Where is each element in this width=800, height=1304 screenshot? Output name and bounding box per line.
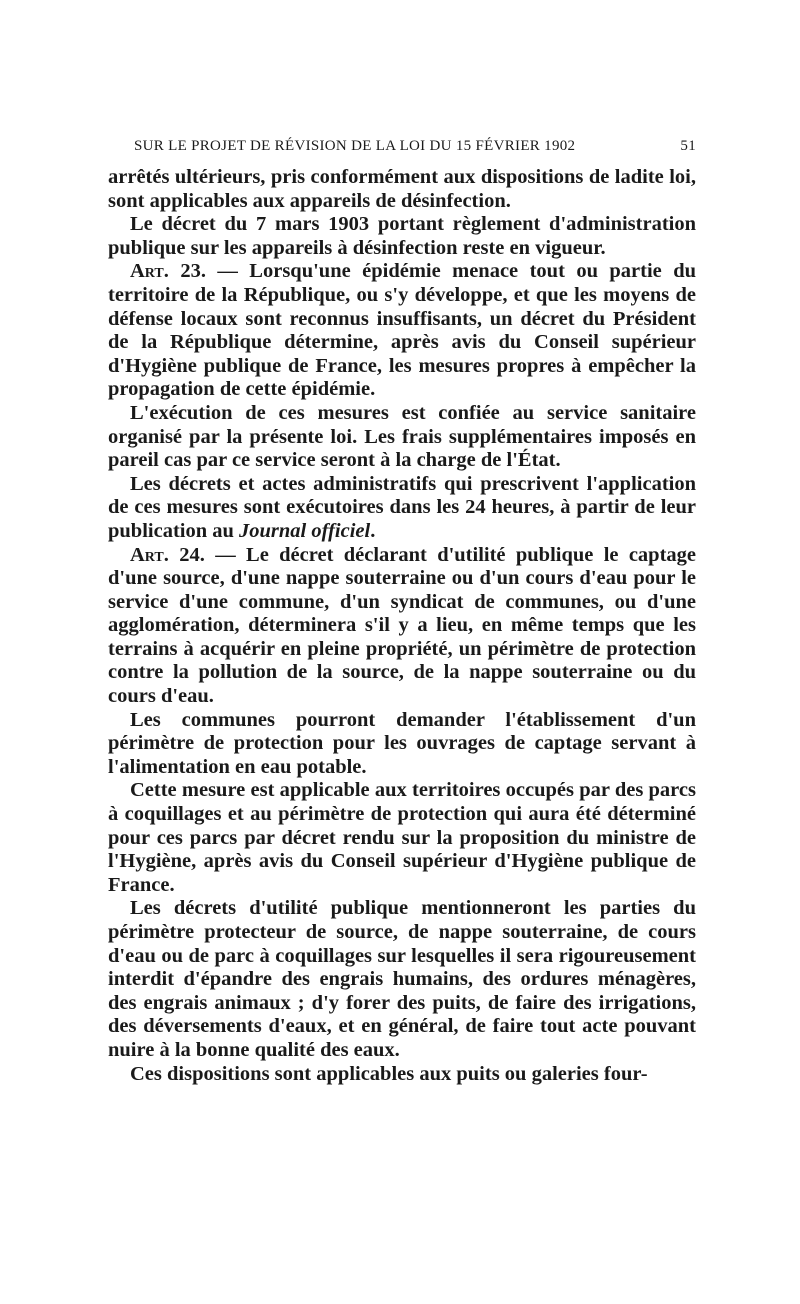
running-header: [108, 138, 696, 155]
decrees-end: .: [370, 519, 376, 542]
paragraph-article-23: [108, 260, 696, 402]
page-number: 51: [680, 138, 696, 154]
decrees-text: Les décrets et actes administratifs qui prescrivent l'application de ces mesures sont exécutoires dans les 24 heures, à partir de leur publication au: [108, 472, 696, 542]
paragraph-prohibitions: Les décrets d'utilité publique mentionneront les parties du périmètre protecteur de source, de nappe souterraine, de cours d'eau ou de parc à coquillages sur lesquelles il sera rigoureusement interdit d'épandre des engrais humains, des ordures ménagères, des engrais animaux ; d'y forer des puits, de faire des irrigations, des déversements d'eaux, et en général, de faire tout acte pouvant nuire à la bonne qualité des eaux.: [108, 897, 696, 1061]
paragraph-wells-galleries: Ces dispositions sont applicables aux puits ou galeries four-: [130, 1062, 648, 1085]
document-page: [108, 138, 696, 1086]
paragraph-execution-measures: L'exécution de ces mesures est confiée au service sanitaire organisé par la présente loi. Les frais supplémentaires imposés en pareil cas par ce service seront à la charge de l'État.: [108, 401, 696, 472]
article-24-text: — Le décret déclarant d'utilité publique le captage d'une source, d'une nappe souterraine ou d'un cours d'eau pour le service d'une commune, d'un syndicat de communes, ou d'une agglomération, déterminera s'il y a lieu, en même temps que les terrains à acquérir en pleine propriété, un périmètre de protection contre la pollution de la source, de la nappe souterraine ou du cours d'eau.: [108, 543, 697, 708]
journal-officiel-title: Journal officiel: [239, 519, 371, 542]
article-23-text: — Lorsqu'une épidémie menace tout ou partie du territoire de la République, ou s'y développe, et que les moyens de défense locaux sont reconnus insuffisants, un décret du Président de la République détermine, après avis du Conseil supérieur d'Hygiène publique de France, les mesures propres à empêcher la propagation de cette épidémie.: [108, 260, 697, 401]
paragraph-continuation: arrêtés ultérieurs, pris conformément aux dispositions de ladite loi, sont applicables aux appareils de désinfection.: [108, 166, 696, 212]
running-title: SUR LE PROJET DE RÉVISION DE LA LOI DU 15 FÉVRIER 1902: [134, 138, 576, 154]
paragraph-article-24: [108, 544, 696, 709]
paragraph-decree-1903: Le décret du 7 mars 1903 portant règlement d'administration publique sur les appareils à désinfection reste en vigueur.: [108, 213, 696, 259]
article-24-label: Art. 24.: [130, 543, 205, 566]
paragraph-shellfish-parks: Cette mesure est applicable aux territoires occupés par des parcs à coquillages et au périmètre de protection qui aura été déterminé pour ces parcs par décret rendu sur la proposition du ministre de l'Hygiène, après avis du Conseil supérieur d'Hygiène publique de France.: [108, 779, 696, 896]
article-23-label: Art. 23.: [130, 260, 206, 283]
paragraph-communes-perimeter: Les communes pourront demander l'établissement d'un périmètre de protection pour les ouvrages de captage servant à l'alimentation en eau potable.: [108, 708, 696, 778]
paragraph-decrees-executory: [108, 473, 696, 544]
